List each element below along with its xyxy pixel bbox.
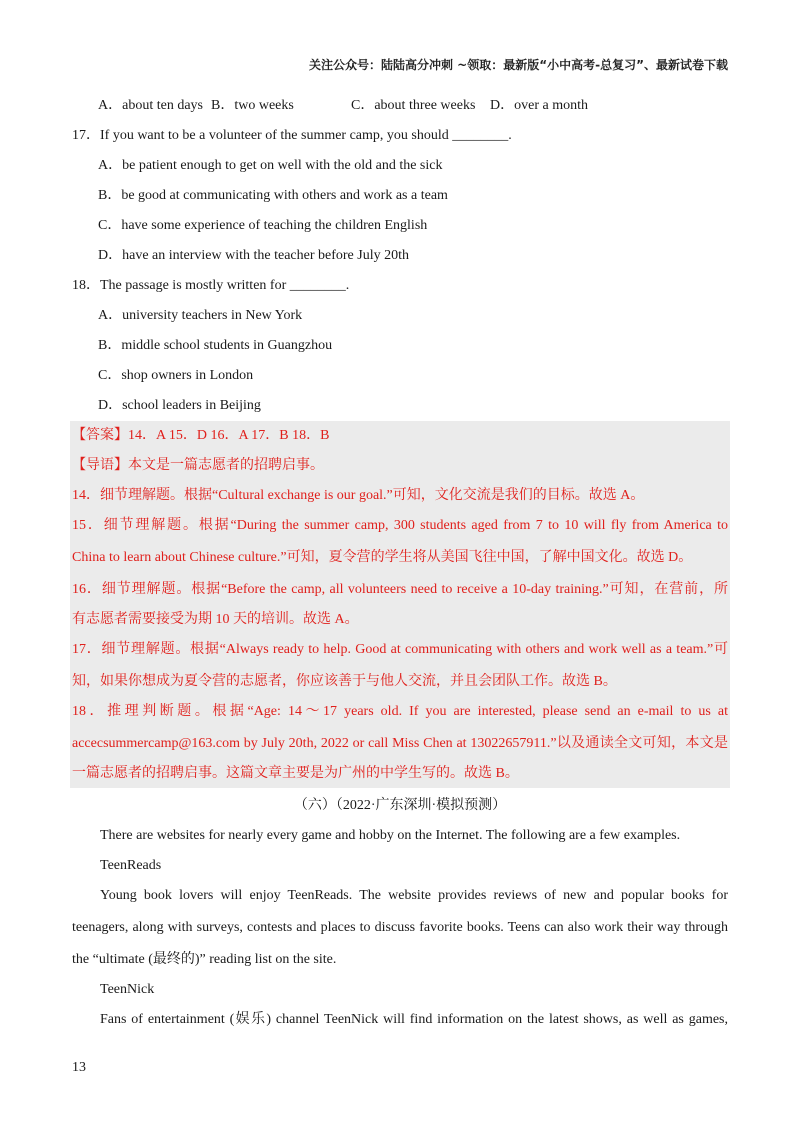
answer-guide: 【导语】本文是一篇志愿者的招聘启事。 bbox=[72, 458, 324, 473]
q16-option-b: B．two weeks bbox=[211, 98, 294, 113]
page-header: 关注公众号：陆陆高分冲刺 ~领取：最新版“小中高考-总复习”、最新试卷下载 bbox=[309, 58, 728, 72]
explanation-16-line2: 有志愿者需要接受为期 10 天的培训。故选 A。 bbox=[72, 612, 359, 627]
q17-option-a: A．be patient enough to get on well with the old and the sick bbox=[98, 158, 443, 173]
answer-explanation-box bbox=[70, 421, 730, 788]
q17-option-b: B．be good at communicating with others and work as a team bbox=[98, 188, 448, 203]
q16-option-d: D．over a month bbox=[490, 98, 588, 113]
explanation-17-line2: 知，如果你想成为夏令营的志愿者，你应该善于与他人交流，并且会团队工作。故选 B。 bbox=[72, 674, 617, 689]
explanation-18-line2: accecsummercamp@163.com by July 20th, 2022 or call Miss Chen at 13022657911.”以及通读全文可知，本文是 bbox=[72, 736, 728, 751]
q17-stem: 17．If you want to be a volunteer of the summer camp, you should ________. bbox=[72, 128, 512, 143]
q17-option-c: C．have some experience of teaching the children English bbox=[98, 218, 428, 233]
teenreads-para-line3: the “ultimate (最终的)” reading list on the site. bbox=[72, 952, 337, 967]
answer-key: 【答案】14．A 15．D 16．A 17．B 18．B bbox=[72, 428, 330, 443]
q18-option-c: C．shop owners in London bbox=[98, 368, 254, 383]
q17-option-d: D．have an interview with the teacher before July 20th bbox=[98, 248, 410, 263]
explanation-14: 14．细节理解题。根据“Cultural exchange is our goal.”可知，文化交流是我们的目标。故选 A。 bbox=[72, 488, 645, 503]
page-number: 13 bbox=[72, 1060, 86, 1075]
explanation-18-line3: 一篇志愿者的招聘启事。这篇文章主要是为广州的中学生写的。故选 B。 bbox=[72, 766, 519, 781]
teenreads-para-line2: teenagers, along with surveys, contests and places to discuss favorite books. Teens can also work their way through bbox=[72, 920, 728, 935]
q18-stem: 18．The passage is mostly written for ________. bbox=[72, 278, 350, 293]
q18-option-d: D．school leaders in Beijing bbox=[98, 398, 261, 413]
q18-option-a: A．university teachers in New York bbox=[98, 308, 303, 323]
teenreads-para-line1: Young book lovers will enjoy TeenReads. The website provides reviews of new and popular books for bbox=[100, 888, 728, 903]
q18-option-b: B．middle school students in Guangzhou bbox=[98, 338, 333, 353]
explanation-15-line1: 15．细节理解题。根据“During the summer camp, 300 students aged from 7 to 10 will fly from America to bbox=[72, 518, 728, 533]
explanation-15-line2: China to learn about Chinese culture.”可知，夏令营的学生将从美国飞往中国，了解中国文化。故选 D。 bbox=[72, 550, 693, 565]
q16-option-c: C．about three weeks bbox=[351, 98, 476, 113]
q16-option-a: A．about ten days bbox=[98, 98, 203, 113]
heading-teenreads: TeenReads bbox=[100, 858, 162, 873]
explanation-18-line1: 18．推理判断题。根据“Age: 14～17 years old. If you are interested, please send an e-mail to us at bbox=[72, 704, 728, 719]
section-intro: There are websites for nearly every game and hobby on the Internet. The following are a few examples. bbox=[100, 828, 681, 843]
explanation-16-line1: 16．细节理解题。根据“Before the camp, all volunteers need to receive a 10-day training.”可知，在营前，所 bbox=[72, 582, 728, 597]
teennick-para-line1: Fans of entertainment (娱乐) channel TeenNick will find information on the latest shows, as well as games, bbox=[100, 1012, 728, 1027]
heading-teennick: TeenNick bbox=[100, 982, 155, 997]
section-title: （六）（2022·广东深圳·模拟预测） bbox=[293, 798, 507, 813]
explanation-17-line1: 17．细节理解题。根据“Always ready to help. Good at communicating with others and work well as a team.”可 bbox=[72, 642, 728, 657]
